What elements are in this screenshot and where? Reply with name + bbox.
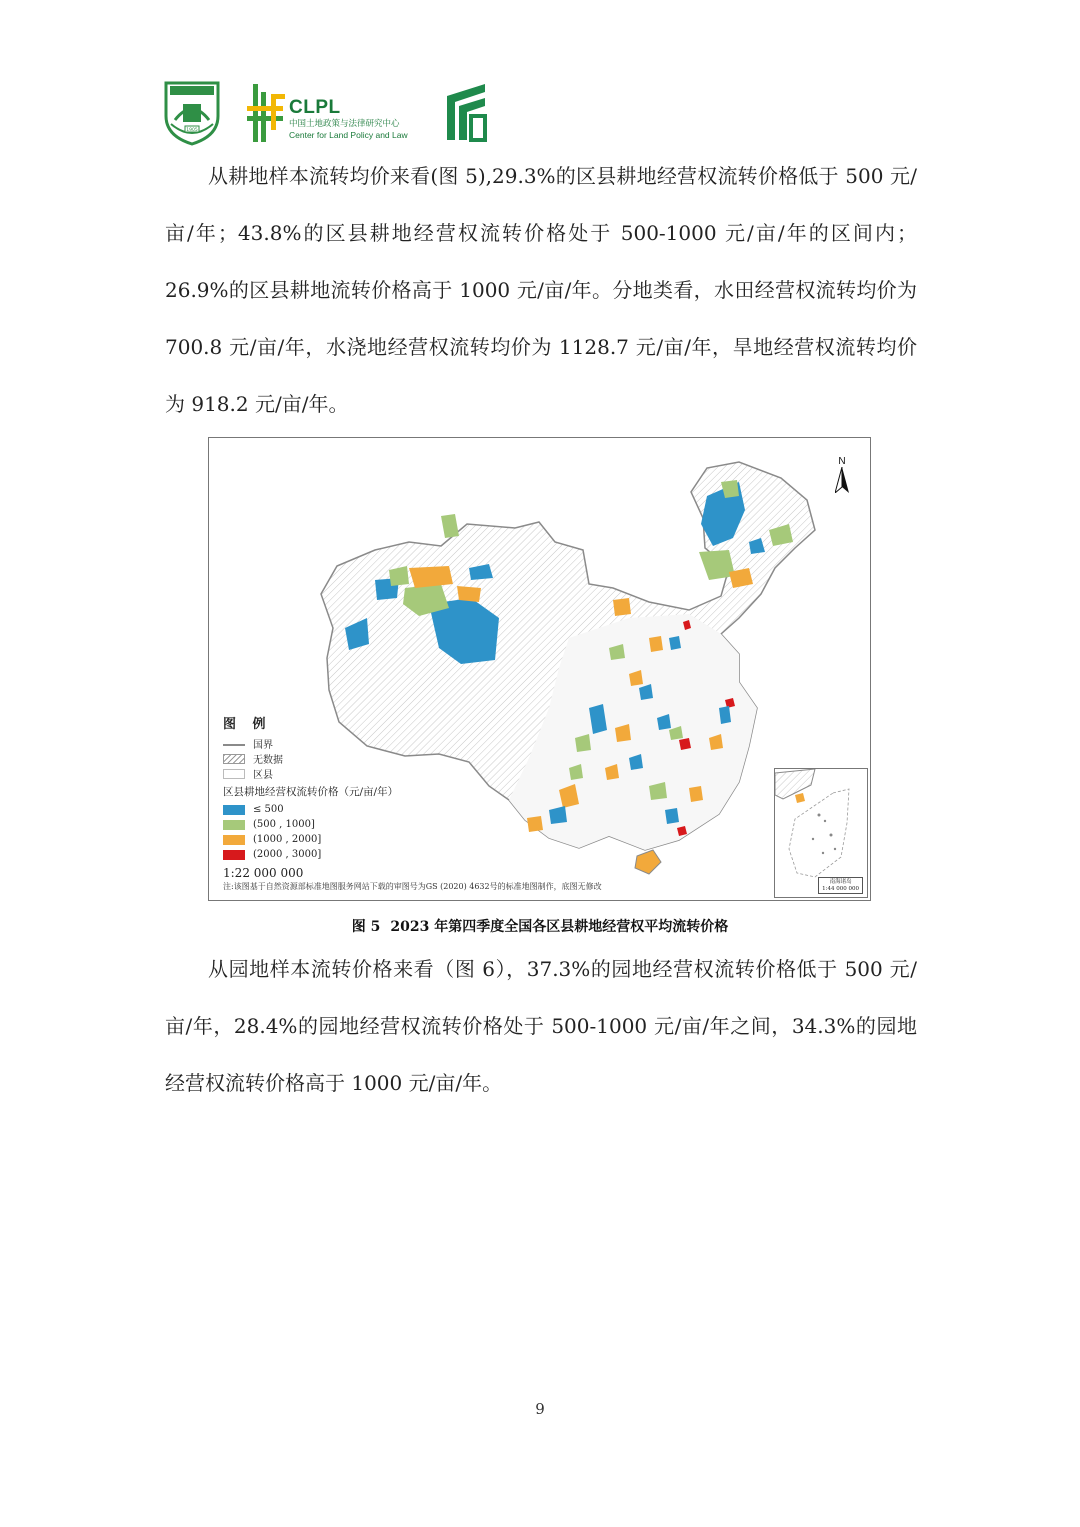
legend-class-1 [223,802,398,817]
north-arrow-icon [835,467,849,493]
page-header [163,80,503,148]
caption-text: 2023 年第四季度全国各区县耕地经营权平均流转价格 [390,919,729,935]
map-note: 注:该图基于自然资源部标准地图服务网站下载的审图号为GS (2020) 4632号的标准地图制作，底图无修改 [223,882,602,891]
hainan-island [635,850,661,874]
region-blue [669,636,681,650]
south-china-sea-inset [774,768,868,898]
north-arrow [832,456,852,497]
swatch-orange-icon [223,835,245,845]
region-orange [689,786,703,802]
inset-label [818,877,863,894]
region-orange [649,636,663,652]
inset-scale: 1:44 000 000 [822,885,859,892]
north-label: N [838,456,846,467]
figure-caption [0,916,1080,936]
inset-name: 南海诸岛 [829,879,852,886]
clpl-name: CLPL [289,97,341,118]
caption-number: 图 5 [351,919,381,935]
region-blue [719,706,731,724]
legend-item-nodata [223,751,398,766]
swatch-red-icon [223,850,245,860]
clpl-chinese-name: 中国土地政策与法律研究中心 [289,119,400,129]
region-red [679,738,691,750]
paragraph-2 [165,941,917,1112]
legend-class-2 [223,817,398,832]
paragraph-1 [165,148,917,433]
region-blue [441,514,459,538]
region-green [699,550,735,580]
legend-label: (500 , 1000] [253,819,315,830]
paragraph-2-text: 从园地样本流转价格来看（图 6），37.3%的园地经营权流转价格低于 500 元/亩/年，28.4%的园地经营权流转价格处于 500-1000 元/亩/年之间，34.3%的园地经营权流转价格高于 1000 元/亩/年。 [165,957,917,1095]
legend-class-4 [223,847,398,862]
legend-label: ≤ 500 [253,804,284,815]
legend-label: (2000 , 3000] [253,849,322,860]
boundary-line-icon [223,744,245,746]
legend-label: 国界 [253,740,273,751]
legend-item-county [223,766,398,781]
hatch-swatch-icon [223,754,245,764]
cau-year: 1905 [186,128,198,133]
legend-label: 无数据 [253,755,283,766]
clpl-english-name: Center for Land Policy and Law [289,129,408,140]
china-agricultural-university-logo [163,80,221,146]
region-blue [665,808,679,824]
legend-label: (1000 , 2000] [253,834,322,845]
legend-label: 区县 [253,770,273,781]
legend-value-title: 区县耕地经营权流转价格（元/亩/年） [223,786,399,798]
legend-item-border [223,736,398,751]
legend-title: 图 例 [223,717,272,732]
swatch-blue-icon [223,805,245,815]
swatch-green-icon [223,820,245,830]
page-number: 9 [535,1400,545,1418]
region-orange [457,586,481,602]
map-figure [208,437,871,901]
county-swatch-icon [223,769,245,779]
legend-class-3 [223,832,398,847]
map-scale: 1:22 000 000 [223,866,304,880]
paragraph-1-text: 从耕地样本流转均价来看(图 5),29.3%的区县耕地经营权流转价格低于 500 元/亩/年；43.8%的区县耕地经营权流转价格处于 500-1000 元/亩/年的区间内；26.9%的区县耕地流转价格高于 1000 元/亩/年。分地类看，水田经营权流转均价为 700.8 元/亩/年，水浇地经营权流转均价为 1128.7 元/亩/年，旱地经营权流转均价为 918.2 元/亩/年。 [165,164,917,416]
clpl-logo [245,80,420,146]
region-orange [613,598,631,616]
region-orange [527,816,543,832]
clpl-mark-icon [245,80,289,146]
institute-logo [445,82,489,142]
map-legend [223,713,398,880]
